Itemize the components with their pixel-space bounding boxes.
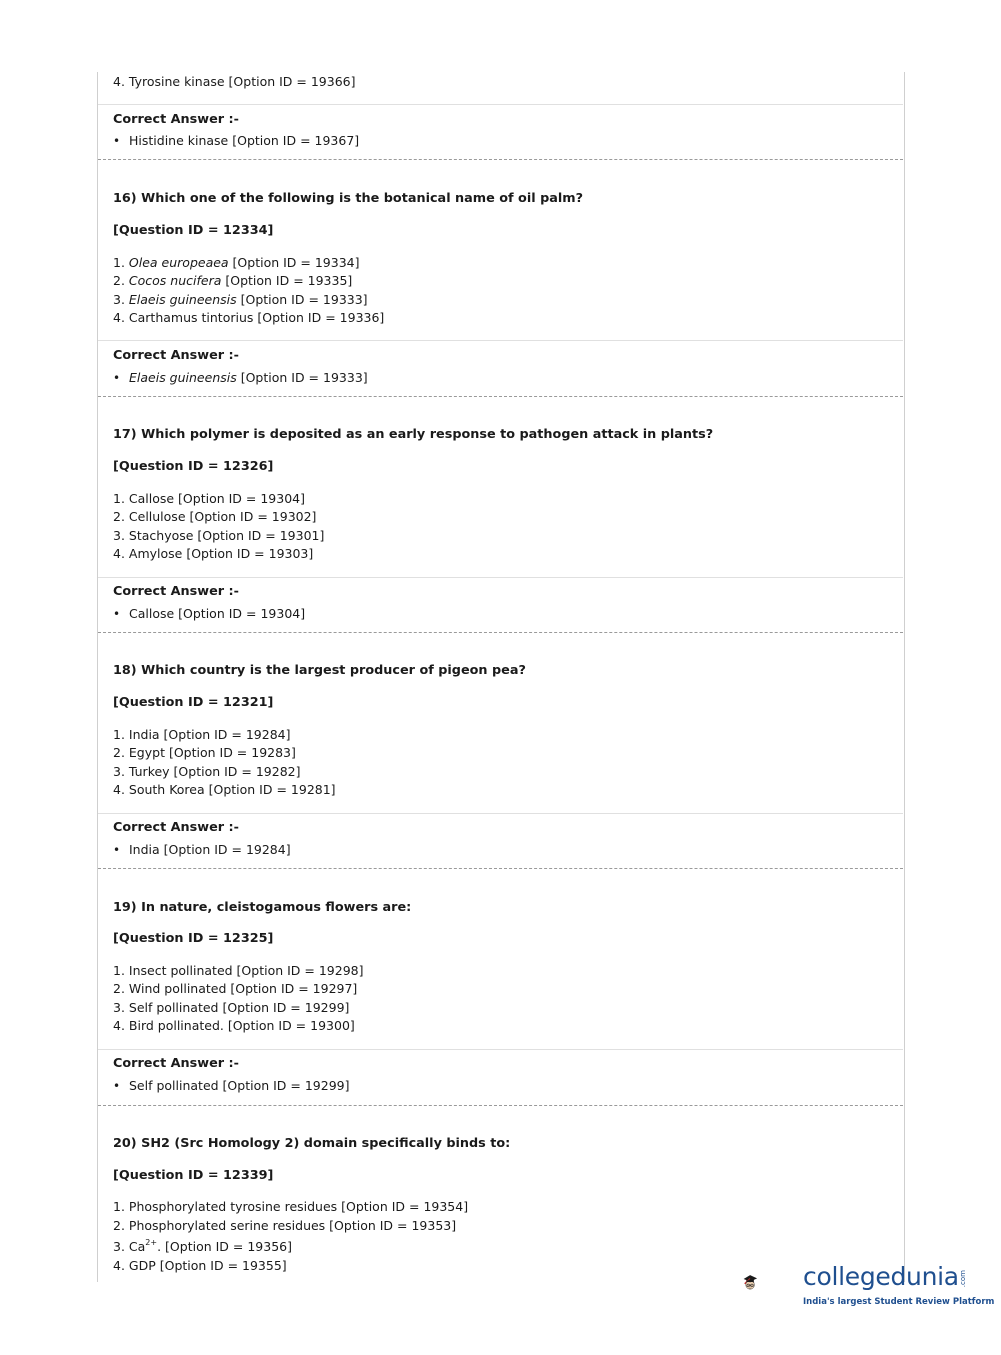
q19-option-4: 4. Bird pollinated. [Option ID = 19300] [113,1018,355,1033]
question-20-id: [Question ID = 12339] [113,1168,274,1183]
logo-domain: .com [959,1270,967,1288]
q17-correct-answer-label: Correct Answer :- [113,584,239,599]
correct-answer: • Histidine kinase [Option ID = 19367] [113,133,359,149]
q16-correct-answer: • Elaeis guineensis [Option ID = 19333] [113,370,368,386]
question-16-text: 16) Which one of the following is the botanical name of oil palm? [113,191,584,206]
q19-option-2: 2. Wind pollinated [Option ID = 19297] [113,981,358,996]
logo-wordmark: collegedunia [803,1262,959,1291]
q20-option-2: 2. Phosphorylated serine residues [Option ID = 19353] [113,1218,457,1233]
question-18-id: [Question ID = 12321] [113,695,274,710]
option-4: 4. Tyrosine kinase [Option ID = 19366] [113,74,356,89]
question-separator [98,159,903,160]
q20-option-3: 3. $Ca^{2+}$. [Option ID = 19356] [113,1237,292,1254]
question-17-text: 17) Which polymer is deposited as an early response to pathogen attack in plants? [113,427,714,442]
divider [98,813,903,814]
collegedunia-mascot-icon [742,1248,804,1318]
q18-option-3: 3. Turkey [Option ID = 19282] [113,764,301,779]
question-17-id: [Question ID = 12326] [113,459,274,474]
question-separator [98,632,903,633]
q19-correct-answer: • Self pollinated [Option ID = 19299] [113,1078,350,1094]
q16-option-1: 1. Olea europeaea [Option ID = 19334] [113,255,360,270]
question-separator [98,868,903,869]
divider [98,577,903,578]
question-19-text: 19) In nature, cleistogamous flowers are: [113,900,412,915]
q19-correct-answer-label: Correct Answer :- [113,1056,239,1071]
q18-option-2: 2. Egypt [Option ID = 19283] [113,745,296,760]
divider [98,340,903,341]
q18-correct-answer: • India [Option ID = 19284] [113,842,291,858]
correct-answer-label: Correct Answer :- [113,112,239,127]
q16-option-4: 4. Carthamus tintorius [Option ID = 19336] [113,310,385,325]
q16-option-3: 3. Elaeis guineensis [Option ID = 19333] [113,292,368,307]
q18-correct-answer-label: Correct Answer :- [113,820,239,835]
q16-option-2: 2. Cocos nucifera [Option ID = 19335] [113,273,353,288]
q18-option-1: 1. India [Option ID = 19284] [113,727,291,742]
divider [98,104,903,105]
question-18-text: 18) Which country is the largest producer of pigeon pea? [113,663,526,678]
q20-option-1: 1. Phosphorylated tyrosine residues [Option ID = 19354] [113,1199,469,1214]
q17-correct-answer: • Callose [Option ID = 19304] [113,606,305,622]
logo-tagline: India's largest Student Review Platform [803,1297,995,1307]
divider [98,1049,903,1050]
question-16-id: [Question ID = 12334] [113,223,274,238]
q17-option-4: 4. Amylose [Option ID = 19303] [113,546,314,561]
q17-option-2: 2. Cellulose [Option ID = 19302] [113,509,317,524]
question-separator [98,1105,903,1106]
q20-option-4: 4. GDP [Option ID = 19355] [113,1258,287,1273]
q17-option-3: 3. Stachyose [Option ID = 19301] [113,528,325,543]
q19-option-3: 3. Self pollinated [Option ID = 19299] [113,1000,350,1015]
q19-option-1: 1. Insect pollinated [Option ID = 19298] [113,963,364,978]
q18-option-4: 4. South Korea [Option ID = 19281] [113,782,336,797]
q17-option-1: 1. Callose [Option ID = 19304] [113,491,305,506]
q16-correct-answer-label: Correct Answer :- [113,348,239,363]
question-19-id: [Question ID = 12325] [113,931,274,946]
question-20-text: 20) SH2 (Src Homology 2) domain specifically binds to: [113,1136,511,1151]
question-separator [98,396,903,397]
